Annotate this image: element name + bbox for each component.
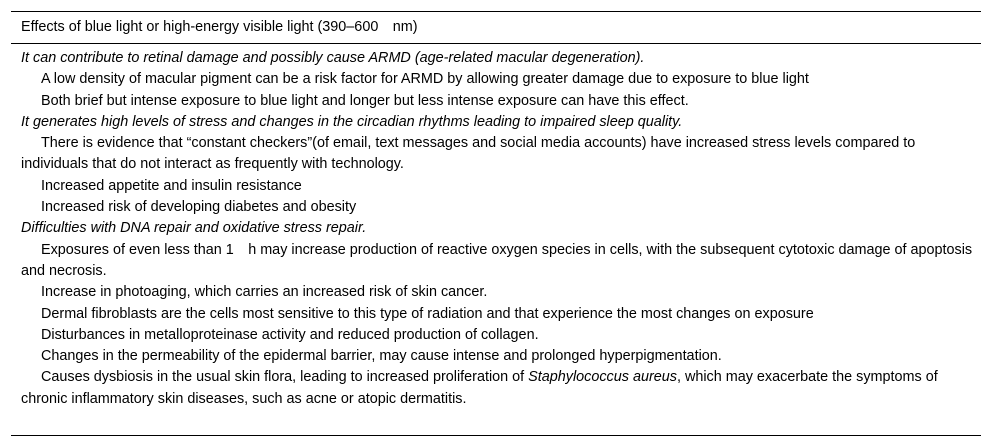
table-header: Effects of blue light or high-energy visible light (390–600 nm)	[21, 19, 418, 35]
table-top-rule	[11, 11, 981, 12]
list-item: Changes in the permeability of the epidermal barrier, may cause intense and prolonged hyperpigmentation.	[41, 348, 722, 365]
table-bottom-rule	[11, 435, 981, 436]
table-header-rule	[11, 43, 981, 44]
list-item: Increased appetite and insulin resistance	[41, 177, 302, 194]
table-body	[21, 48, 973, 410]
list-item-dysbiosis	[21, 367, 973, 410]
list-item: Increased risk of developing diabetes and obesity	[41, 199, 357, 216]
section-title-dna: Difficulties with DNA repair and oxidative stress repair.	[21, 220, 367, 237]
list-item-text: Causes dysbiosis in the usual skin flora, leading to increased proliferation of	[41, 369, 529, 386]
list-item: Exposures of even less than 1 h may increase production of reactive oxygen species in cells, with the subsequent cytotoxic damage of apoptosis and necrosis.	[21, 241, 973, 279]
list-item: Increase in photoaging, which carries an increased risk of skin cancer.	[41, 284, 488, 301]
list-item: There is evidence that “constant checkers”(of email, text messages and social media accounts) have increased stress levels compared to individuals that do not interact as frequently with technology.	[21, 135, 916, 173]
section-title-retinal: It can contribute to retinal damage and possibly cause ARMD (age-related macular degeneration).	[21, 50, 645, 66]
section-title-stress: It generates high levels of stress and changes in the circadian rhythms leading to impaired sleep quality.	[21, 113, 683, 130]
list-item: Dermal fibroblasts are the cells most sensitive to this type of radiation and that experience the most changes on exposure	[41, 305, 814, 322]
list-item: Both brief but intense exposure to blue light and longer but less intense exposure can have this effect.	[41, 92, 689, 109]
list-item-text: , which may exacerbate the symptoms of chronic inflammatory skin diseases, such as acne or atopic dermatitis.	[21, 369, 938, 407]
species-name: Staphylococcus aureus	[528, 369, 677, 386]
list-item: Disturbances in metalloproteinase activity and reduced production of collagen.	[41, 326, 539, 343]
list-item: A low density of macular pigment can be a risk factor for ARMD by allowing greater damage due to exposure to blue light	[41, 71, 809, 88]
